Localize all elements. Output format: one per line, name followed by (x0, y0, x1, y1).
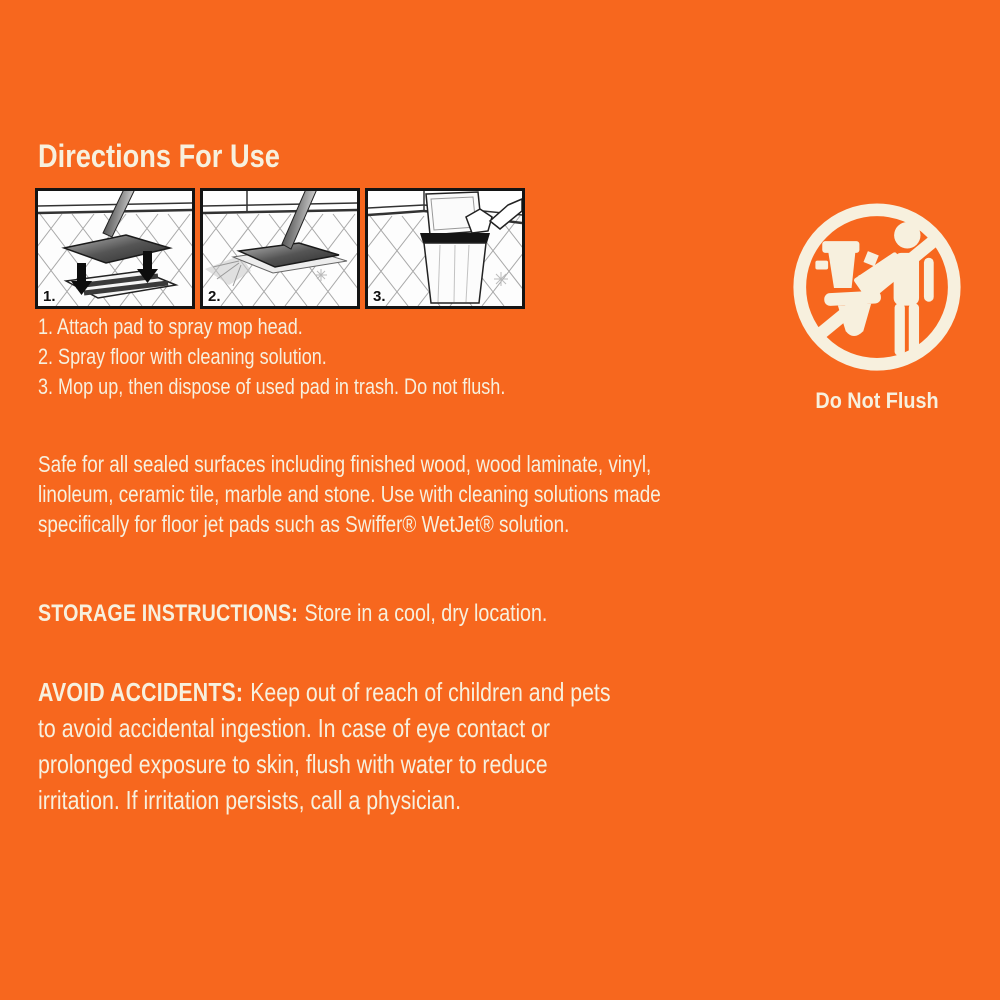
storage-instructions (38, 600, 547, 628)
step-item: 3. Mop up, then dispose of used pad in trash. Do not flush. (38, 374, 506, 399)
avoid-accidents (38, 674, 612, 818)
spray-floor-illustration (203, 191, 357, 306)
steps-list (38, 312, 505, 402)
panel-number: 3. (373, 288, 386, 305)
do-not-flush-caption: Do Not Flush (815, 388, 939, 413)
trash-rim (420, 233, 490, 243)
panel-attach-pad (35, 188, 195, 309)
direction-panels (35, 188, 525, 309)
dispose-pad-illustration (368, 191, 522, 306)
surfaces-note: Safe for all sealed surfaces including finished wood, wood laminate, vinyl, linoleum, ceramic tile, marble and stone. Use with cleaning solutions made specifically for floor jet pads such as Swiffer® WetJet® solution. (38, 451, 661, 537)
panel-spray-floor (200, 188, 360, 309)
avoid-accidents-label: AVOID ACCIDENTS: (38, 677, 244, 707)
page-title: Directions For Use (38, 138, 280, 174)
sparkle-icon (494, 272, 508, 286)
storage-text: Store in a cool, dry location. (304, 600, 548, 627)
panel-dispose-pad (365, 188, 525, 309)
step-item: 2. Spray floor with cleaning solution. (38, 344, 327, 369)
attach-pad-illustration (38, 191, 192, 306)
storage-label: STORAGE INSTRUCTIONS: (38, 600, 299, 627)
step-item: 1. Attach pad to spray mop head. (38, 314, 303, 339)
do-not-flush-badge (789, 198, 965, 414)
do-not-flush-icon (789, 198, 965, 382)
panel-number: 2. (208, 288, 221, 305)
panel-number: 1. (43, 288, 56, 305)
avoid-accidents-text: Keep out of reach of children and pets to avoid accidental ingestion. In case of eye contact or prolonged exposure to skin, flush with water to reduce irritation. If irritation persists, call a physician. (38, 677, 611, 815)
